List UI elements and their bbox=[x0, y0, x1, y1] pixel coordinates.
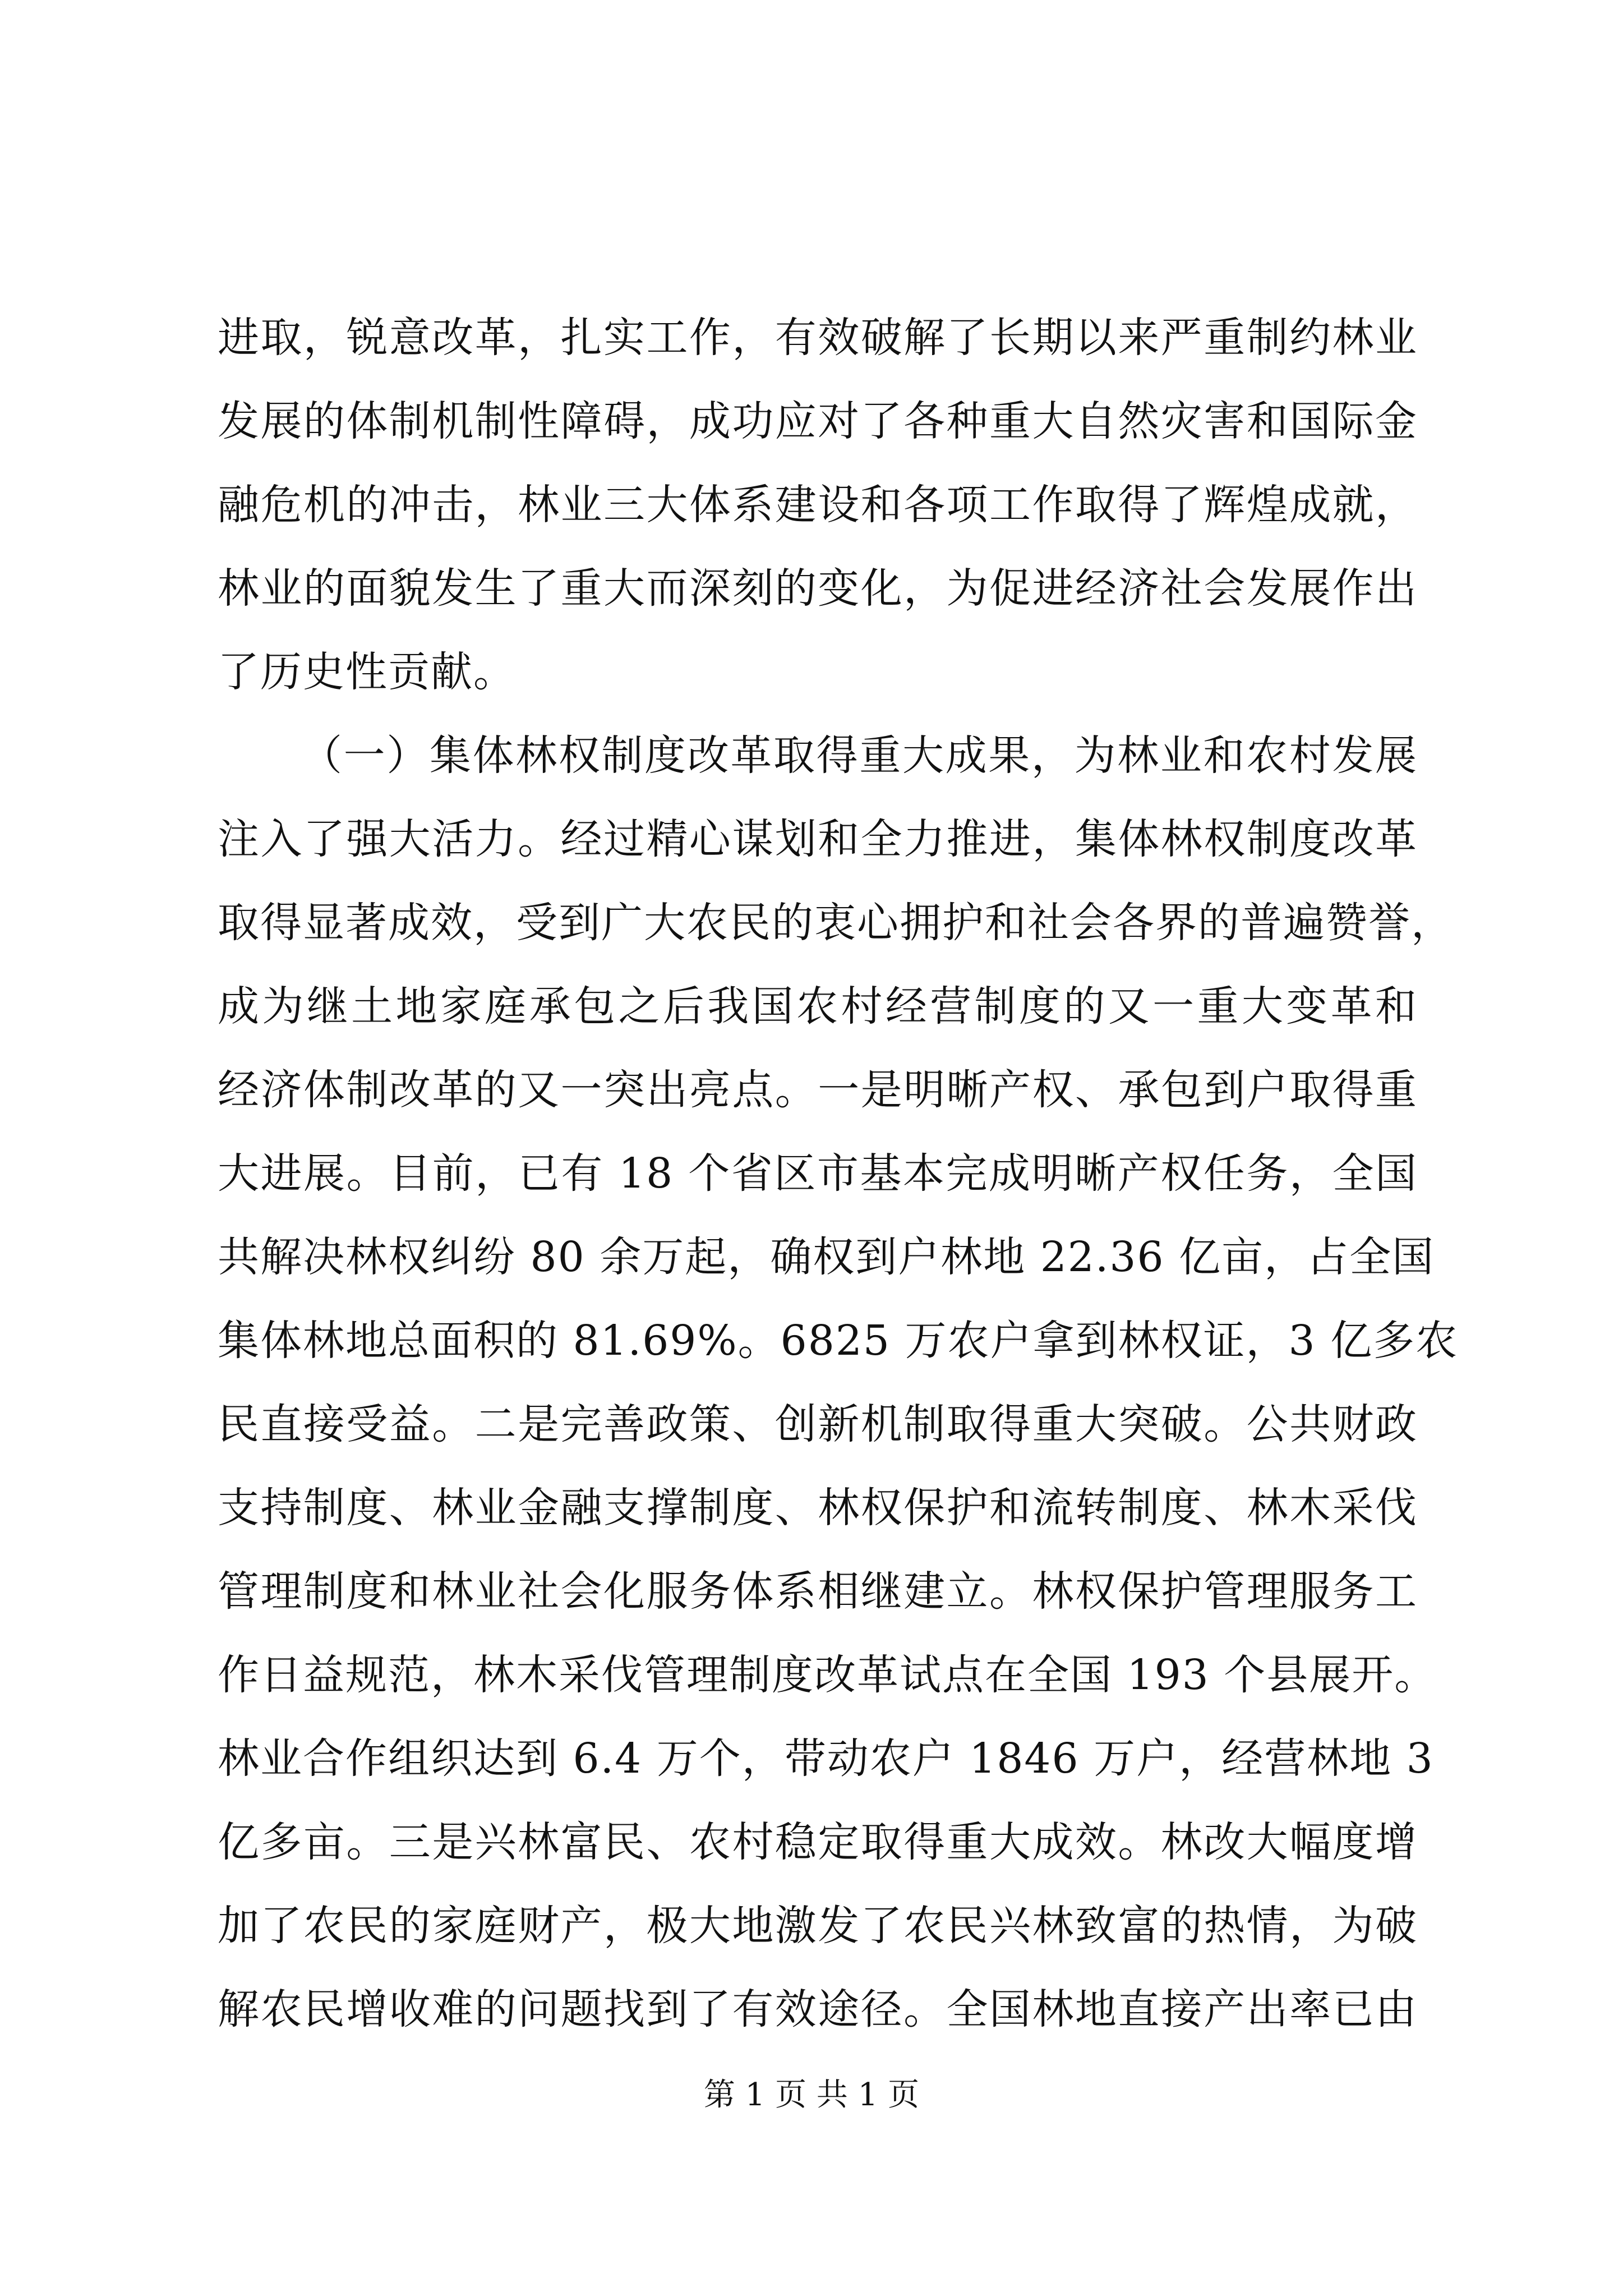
paragraph-2-line-14: 亿多亩。三是兴林富民、农村稳定取得重大成效。林改大幅度增 bbox=[218, 1818, 1418, 1866]
paragraph-1-line-1: 进取，锐意改革，扎实工作，有效破解了长期以来严重制约林业 bbox=[218, 314, 1418, 362]
paragraph-2-line-15: 加了农民的家庭财产，极大地激发了农民兴林致富的热情，为破 bbox=[218, 1902, 1418, 1950]
paragraph-2-line-4: 成为继土地家庭承包之后我国农村经营制度的又一重大变革和 bbox=[218, 982, 1418, 1030]
paragraph-2-line-5: 经济体制改革的又一突出亮点。一是明晰产权、承包到户取得重 bbox=[218, 1066, 1418, 1114]
paragraph-2-line-10: 支持制度、林业金融支撑制度、林权保护和流转制度、林木采伐 bbox=[218, 1484, 1418, 1532]
paragraph-2-line-13: 林业合作组织达到 6.4 万个，带动农户 1846 万户，经营林地 3 bbox=[218, 1734, 1434, 1783]
paragraph-2-line-12: 作日益规范，林木采伐管理制度改革试点在全国 193 个县展开。 bbox=[218, 1651, 1437, 1699]
paragraph-1-line-2: 发展的体制机制性障碍，成功应对了各种重大自然灾害和国际金 bbox=[218, 397, 1418, 445]
page-footer bbox=[0, 2073, 1623, 2118]
paragraph-1-line-5: 了历史性贡献。 bbox=[218, 648, 516, 696]
paragraph-2-line-9: 民直接受益。二是完善政策、创新机制取得重大突破。公共财政 bbox=[218, 1400, 1418, 1448]
paragraph-2-line-8: 集体林地总面积的 81.69%。6825 万农户拿到林权证，3 亿多农 bbox=[218, 1317, 1459, 1365]
paragraph-2-line-7: 共解决林权纠纷 80 余万起，确权到户林地 22.36 亿亩，占全国 bbox=[218, 1233, 1435, 1281]
paragraph-2-line-1: （一）集体林权制度改革取得重大成果，为林业和农村发展 bbox=[301, 731, 1418, 780]
paragraph-2-line-6: 大进展。目前，已有 18 个省区市基本完成明晰产权任务，全国 bbox=[218, 1149, 1418, 1198]
paragraph-2-line-16: 解农民增收难的问题找到了有效途径。全国林地直接产出率已由 bbox=[218, 1985, 1418, 2033]
paragraph-2-line-11: 管理制度和林业社会化服务体系相继建立。林权保护管理服务工 bbox=[218, 1567, 1418, 1616]
paragraph-1-line-4: 林业的面貌发生了重大而深刻的变化，为促进经济社会发展作出 bbox=[218, 564, 1418, 613]
paragraph-1-line-3: 融危机的冲击，林业三大体系建设和各项工作取得了辉煌成就， bbox=[218, 481, 1418, 529]
paragraph-2-line-2: 注入了强大活力。经过精心谋划和全力推进，集体林权制度改革 bbox=[218, 815, 1418, 863]
paragraph-2-line-3: 取得显著成效，受到广大农民的衷心拥护和社会各界的普遍赞誉， bbox=[218, 899, 1454, 947]
document-body bbox=[218, 296, 1459, 2051]
page-number-label: 第 1 页 共 1 页 bbox=[703, 2077, 920, 2113]
